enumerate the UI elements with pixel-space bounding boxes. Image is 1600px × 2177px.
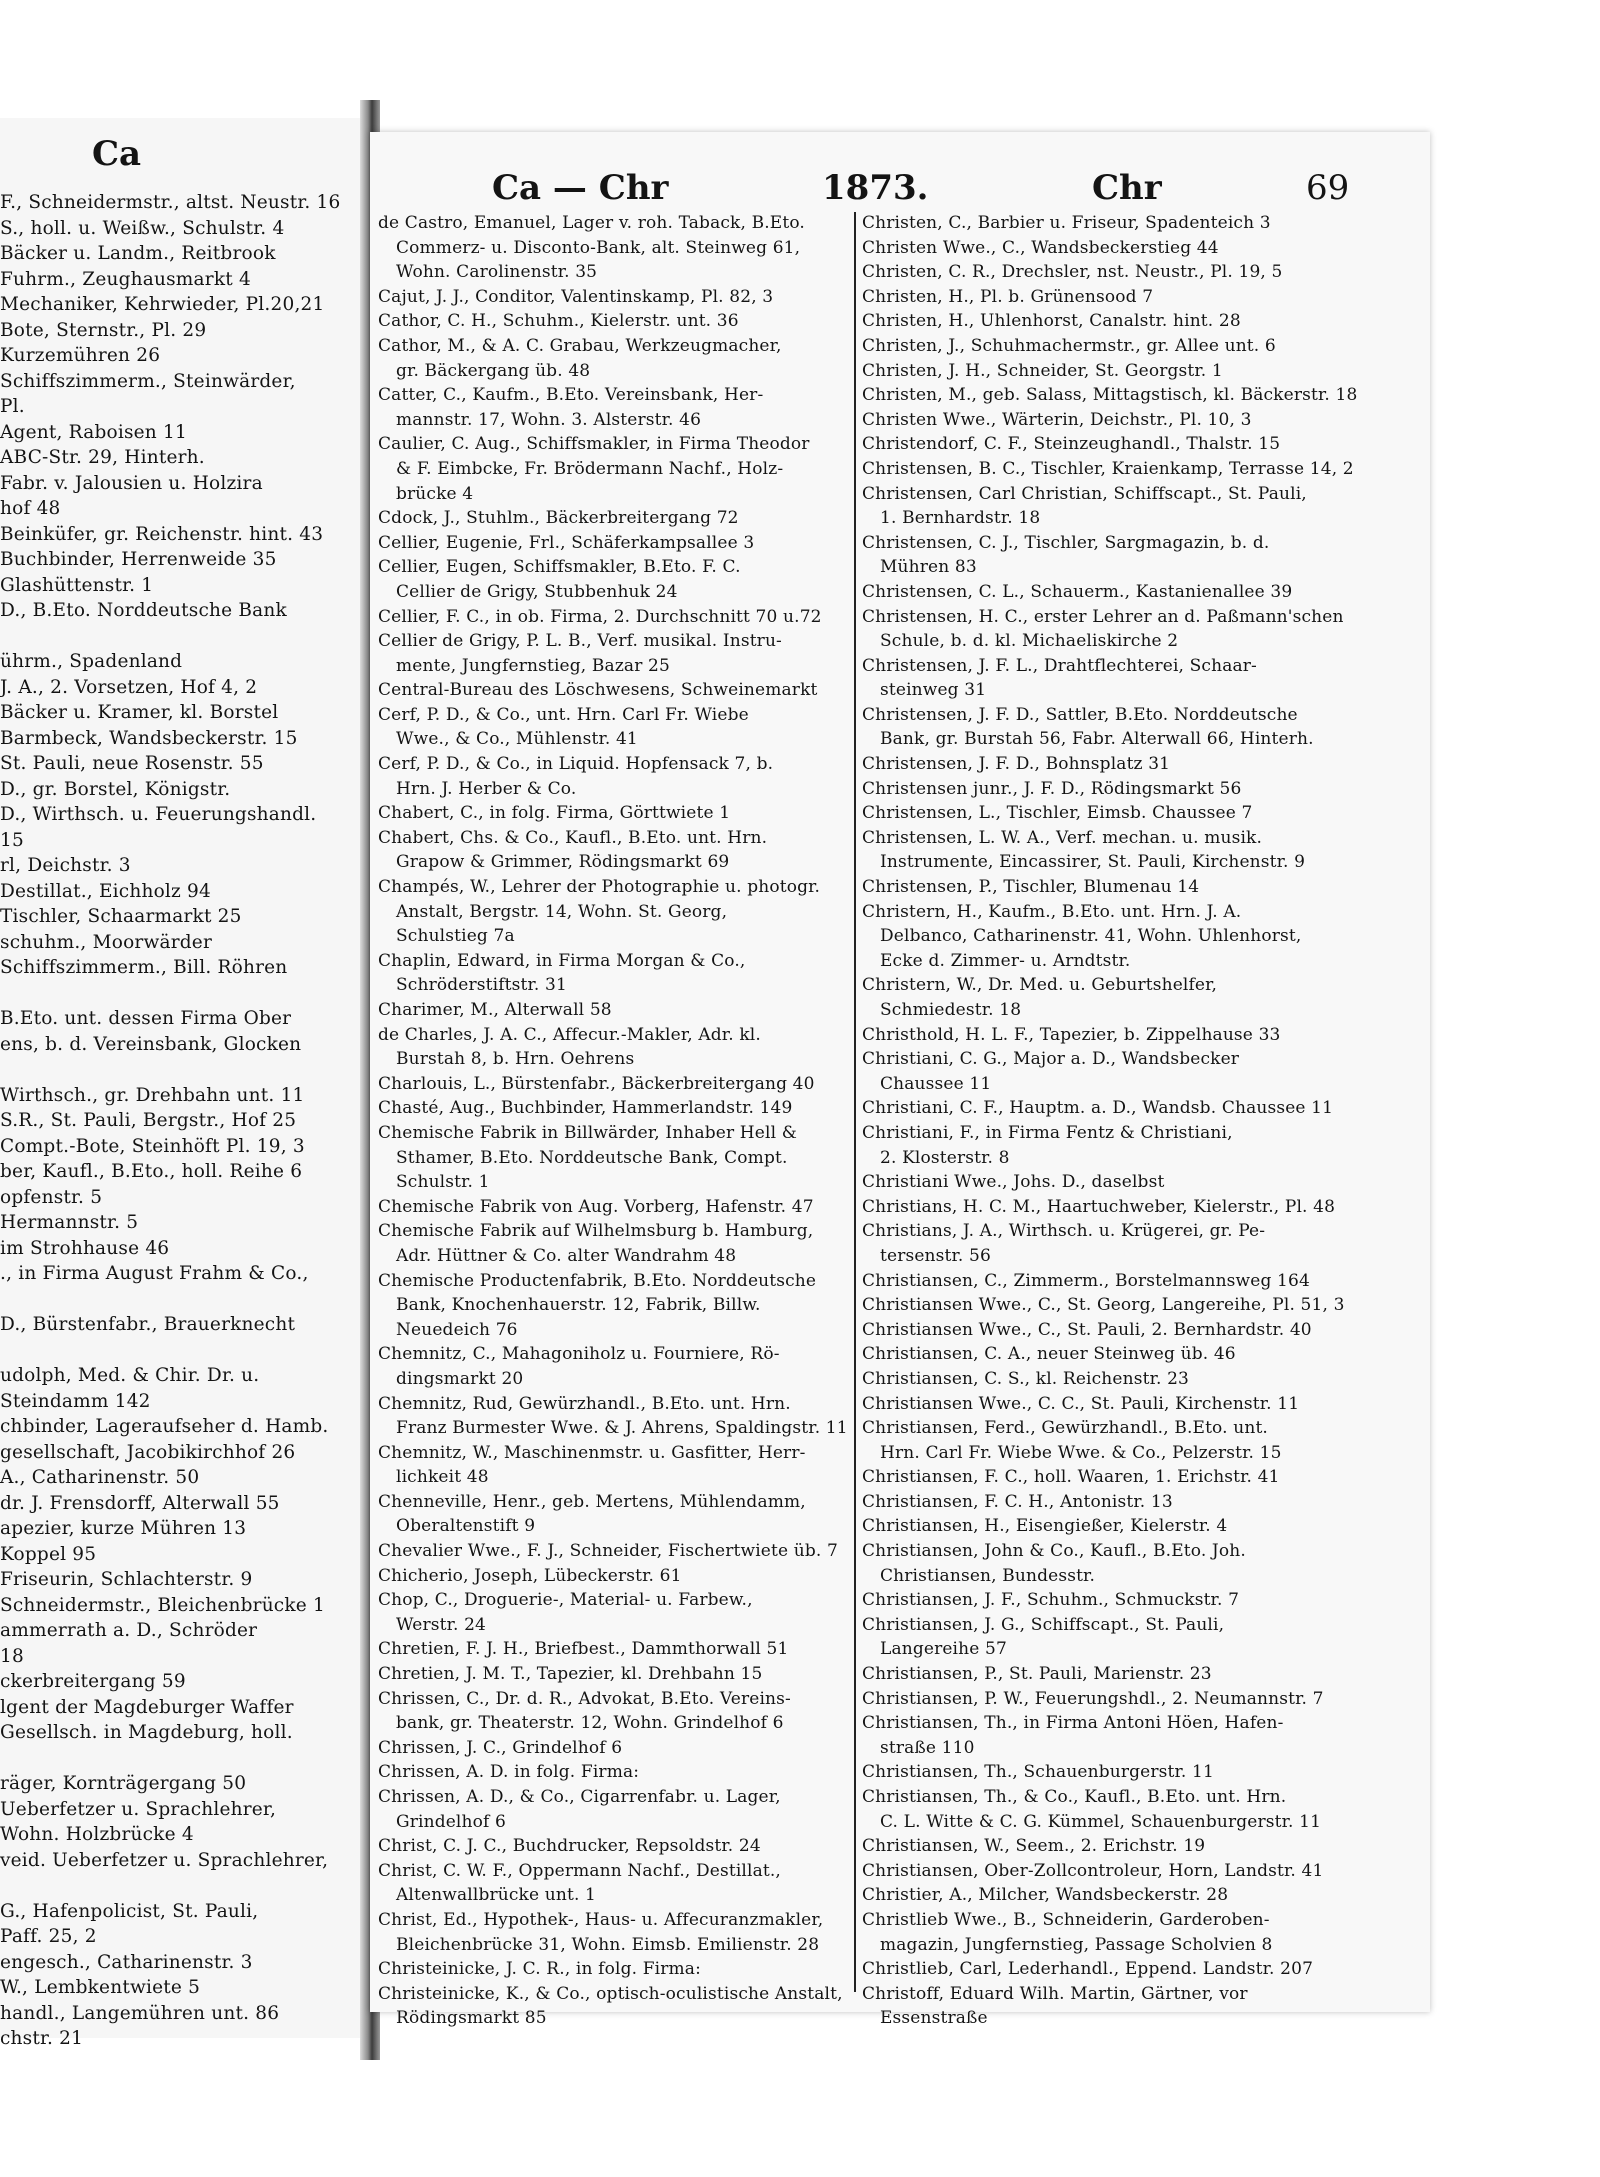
- directory-entry-line: Christensen, B. C., Tischler, Kraienkamp, Terrasse 14, 2: [862, 458, 1354, 479]
- directory-entry-line: Christiansen, C., Zimmerm., Borstelmannsweg 164: [862, 1270, 1310, 1291]
- directory-entry-line: Chemnitz, Rud, Gewürzhandl., B.Eto. unt. Hrn.: [378, 1393, 791, 1414]
- left-fragment-line: Barmbeck, Wandsbeckerstr. 15: [0, 727, 298, 749]
- left-fragment-line: Gesellsch. in Magdeburg, holl.: [0, 1722, 293, 1743]
- left-fragment-line: S., holl. u. Weißw., Schulstr. 4: [0, 217, 285, 239]
- column-left: [378, 211, 860, 2031]
- directory-entry-line: Schmiedestr. 18: [880, 1000, 1022, 1020]
- directory-entry-line: Delbanco, Catharinenstr. 41, Wohn. Uhlenhorst,: [880, 926, 1302, 947]
- left-fragment-line: Schneidermstr., Bleichenbrücke 1: [0, 1594, 325, 1616]
- left-fragment-line: udolph, Med. & Chir. Dr. u.: [0, 1365, 260, 1386]
- directory-entry-line: Christensen, C. J., Tischler, Sargmagazin, b. d.: [862, 532, 1270, 553]
- directory-entry-line: Christensen, J. F. D., Bohnsplatz 31: [862, 754, 1171, 775]
- directory-entry-line: Christen, J., Schuhmachermstr., gr. Allee unt. 6: [862, 335, 1276, 356]
- directory-entry-line: Christen, M., geb. Salass, Mittagstisch, kl. Bäckerstr. 18: [862, 385, 1358, 406]
- directory-entry-line: mannstr. 17, Wohn. 3. Alsterstr. 46: [396, 409, 702, 430]
- header-section: Chr: [1092, 168, 1162, 208]
- directory-entry-line: Christensen, Carl Christian, Schiffscapt., St. Pauli,: [862, 483, 1307, 504]
- directory-entry-line: Christiansen, John & Co., Kaufl., B.Eto. Joh.: [862, 1541, 1246, 1562]
- directory-entry-line: Chevalier Wwe., F. J., Schneider, Fischertwiete üb. 7: [378, 1541, 838, 1562]
- left-fragment-line: ens, b. d. Vereinsbank, Glocken: [0, 1033, 302, 1055]
- left-fragment-line: 15: [0, 829, 24, 851]
- directory-entry-line: Commerz- u. Disconto-Bank, alt. Steinweg 61,: [396, 237, 801, 258]
- directory-entry-line: Adr. Hüttner & Co. alter Wandrahm 48: [396, 1245, 737, 1266]
- left-fragment-line: rl, Deichstr. 3: [0, 855, 131, 876]
- left-fragment-line: Hermannstr. 5: [0, 1212, 139, 1233]
- directory-entry-line: Christern, H., Kaufm., B.Eto. unt. Hrn. J. A.: [862, 901, 1242, 922]
- directory-entry-line: Chretien, F. J. H., Briefbest., Dammthorwall 51: [378, 1639, 789, 1660]
- directory-entry-line: Christensen junr., J. F. D., Rödingsmarkt 56: [862, 778, 1242, 799]
- directory-entry-line: Christiansen, F. C. H., Antonistr. 13: [862, 1491, 1173, 1512]
- left-fragment-line: handl., Langemühren unt. 86: [0, 2002, 280, 2024]
- directory-entry-line: Christiansen, Th., Schauenburgerstr. 11: [862, 1762, 1214, 1783]
- directory-entry-line: Christen Wwe., C., Wandsbeckerstieg 44: [862, 237, 1219, 258]
- directory-entry-line: Langereihe 57: [880, 1639, 1007, 1660]
- left-fragment-line: Mechaniker, Kehrwieder, Pl.20,21: [0, 294, 325, 315]
- left-fragment-line: Tischler, Schaarmarkt 25: [0, 906, 242, 927]
- left-fragment-line: F., Schneidermstr., altst. Neustr. 16: [0, 192, 341, 213]
- directory-entry-line: Christensen, J. F. D., Sattler, B.Eto. Norddeutsche: [862, 704, 1298, 725]
- left-fragment-line: ., in Firma August Frahm & Co.,: [0, 1263, 309, 1284]
- directory-entry-line: de Castro, Emanuel, Lager v. roh. Taback, B.Eto.: [378, 213, 805, 233]
- directory-entry-line: Hrn. J. Herber & Co.: [396, 778, 577, 799]
- left-fragment-line: Friseurin, Schlachterstr. 9: [0, 1569, 253, 1590]
- directory-entry-line: gr. Bäckergang üb. 48: [396, 360, 591, 381]
- directory-entry-line: Christeinicke, J. C. R., in folg. Firma:: [378, 1959, 701, 1980]
- directory-entry-line: Schulstr. 1: [396, 1172, 490, 1193]
- directory-entry-line: Cajut, J. J., Conditor, Valentinskamp, Pl. 82, 3: [378, 286, 774, 307]
- left-fragment-line: Schiffszimmerm., Bill. Röhren: [0, 957, 288, 978]
- left-fragment-line: hof 48: [0, 498, 61, 519]
- left-fragment-line: S.R., St. Pauli, Bergstr., Hof 25: [0, 1110, 297, 1131]
- entries-right: [862, 211, 1424, 2031]
- directory-entry-line: Charimer, M., Alterwall 58: [378, 1000, 612, 1020]
- left-fragment-line: Buchbinder, Herrenweide 35: [0, 549, 277, 570]
- left-fragment-line: [0, 1746, 368, 1772]
- directory-entry-line: Christiansen, Bundesstr.: [880, 1565, 1096, 1586]
- left-fragment-line: Beinküfer, gr. Reichenstr. hint. 43: [0, 523, 324, 545]
- left-fragment-line: D., B.Eto. Norddeutsche Bank: [0, 600, 287, 621]
- directory-entry-line: brücke 4: [396, 483, 474, 504]
- directory-entry-line: Cellier de Grigy, Stubbenhuk 24: [396, 581, 678, 602]
- directory-entry-line: Anstalt, Bergstr. 14, Wohn. St. Georg,: [396, 901, 728, 922]
- directory-entry-line: Christ, C. J. C., Buchdrucker, Repsoldstr. 24: [378, 1836, 761, 1857]
- directory-entry-line: Chasté, Aug., Buchbinder, Hammerlandstr. 149: [378, 1098, 793, 1119]
- directory-entry-line: Ecke d. Zimmer- u. Arndtstr.: [880, 950, 1131, 971]
- left-fragment-line: Wohn. Holzbrücke 4: [0, 1824, 194, 1845]
- left-fragment-line: ammerrath a. D., Schröder: [0, 1620, 258, 1641]
- directory-entry-line: Christensen, L. W. A., Verf. mechan. u. musik.: [862, 827, 1263, 848]
- left-fragment-line: im Strohhause 46: [0, 1237, 170, 1259]
- directory-entry-line: Catter, C., Kaufm., B.Eto. Vereinsbank, Her-: [378, 385, 764, 406]
- left-fragment-line: ABC-Str. 29, Hinterh.: [0, 447, 205, 468]
- left-fragment-line: [0, 981, 368, 1007]
- left-fragment-line: Agent, Raboisen 11: [0, 421, 187, 443]
- left-fragment-line: G., Hafenpolicist, St. Pauli,: [0, 1900, 259, 1922]
- directory-entry-line: Werstr. 24: [396, 1614, 487, 1635]
- directory-entry-line: Chemische Fabrik auf Wilhelmsburg b. Hamburg,: [378, 1221, 814, 1242]
- directory-entry-line: Christians, H. C. M., Haartuchweber, Kielerstr., Pl. 48: [862, 1196, 1336, 1217]
- left-fragment-line: Compt.-Bote, Steinhöft Pl. 19, 3: [0, 1135, 305, 1157]
- directory-entry-line: steinweg 31: [880, 680, 987, 701]
- directory-entry-line: Christiansen, Th., in Firma Antoni Höen, Hafen-: [862, 1713, 1284, 1734]
- left-fragment-line: Kurzemühren 26: [0, 345, 161, 366]
- directory-entry-line: dingsmarkt 20: [396, 1368, 524, 1389]
- directory-entry-line: Chrissen, J. C., Grindelhof 6: [378, 1737, 623, 1758]
- directory-entry-line: Schröderstiftstr. 31: [396, 975, 567, 996]
- directory-entry-line: Christ, C. W. F., Oppermann Nachf., Destillat.,: [378, 1860, 781, 1881]
- directory-entry-line: Chenneville, Henr., geb. Mertens, Mühlendamm,: [378, 1491, 806, 1512]
- directory-entry-line: Essenstraße: [880, 2008, 988, 2029]
- directory-entry-line: Chaplin, Edward, in Firma Morgan & Co.,: [378, 950, 746, 971]
- page-number: 69: [1306, 168, 1350, 208]
- left-fragment-line: chbinder, Lageraufseher d. Hamb.: [0, 1416, 329, 1437]
- directory-entry-line: Chabert, Chs. & Co., Kaufl., B.Eto. unt. Hrn.: [378, 827, 768, 848]
- left-fragment-line: Paff. 25, 2: [0, 1926, 97, 1947]
- header-year: 1873.: [822, 168, 929, 208]
- directory-entry-line: Christlieb Wwe., B., Schneiderin, Garderoben-: [862, 1909, 1270, 1930]
- directory-entry-line: Christ, Ed., Hypothek-, Haus- u. Affecuranzmakler,: [378, 1909, 824, 1930]
- left-fragment-line: St. Pauli, neue Rosenstr. 55: [0, 753, 264, 774]
- left-fragment-line: Steindamm 142: [0, 1390, 151, 1412]
- directory-entry-line: Christiansen, J. F., Schuhm., Schmuckstr. 7: [862, 1590, 1240, 1611]
- directory-entry-line: Christeinicke, K., & Co., optisch-oculistische Anstalt,: [378, 1983, 843, 2004]
- left-fragment-line: Wirthsch., gr. Drehbahn unt. 11: [0, 1084, 305, 1106]
- left-page-header: Ca: [92, 134, 142, 174]
- left-fragment-line: B.Eto. unt. dessen Firma Ober: [0, 1008, 292, 1029]
- left-page-lines: [0, 190, 368, 2052]
- left-fragment-line: W., Lembkentwiete 5: [0, 1977, 201, 1998]
- directory-entry-line: Christen, C., Barbier u. Friseur, Spadenteich 3: [862, 213, 1271, 233]
- directory-entry-line: Cellier, Eugenie, Frl., Schäferkampsallee 3: [378, 532, 755, 553]
- directory-entry-line: straße 110: [880, 1737, 975, 1758]
- directory-entry-line: Christensen, L., Tischler, Eimsb. Chaussee 7: [862, 803, 1253, 824]
- directory-entry-line: Franz Burmester Wwe. & J. Ahrens, Spaldingstr. 11: [396, 1418, 848, 1439]
- directory-entry-line: Christen, C. R., Drechsler, nst. Neustr., Pl. 19, 5: [862, 262, 1283, 283]
- directory-entry-line: Cathor, C. H., Schuhm., Kielerstr. unt. 36: [378, 311, 739, 332]
- left-fragment-line: Pl.: [0, 396, 25, 417]
- column-right: [862, 211, 1424, 2031]
- directory-entry-line: Bank, gr. Burstah 56, Fabr. Alterwall 66, Hinterh.: [880, 729, 1314, 750]
- directory-entry-line: Cerf, P. D., & Co., unt. Hrn. Carl Fr. Wiebe: [378, 704, 749, 725]
- left-fragment-line: apezier, kurze Mühren 13: [0, 1518, 247, 1539]
- left-fragment-line: D., gr. Borstel, Königstr.: [0, 778, 231, 800]
- directory-entry-line: magazin, Jungfernstieg, Passage Scholvien 8: [880, 1934, 1273, 1955]
- directory-entry-line: Schule, b. d. kl. Michaeliskirche 2: [880, 631, 1179, 652]
- left-fragment-line: veid. Ueberfetzer u. Sprachlehrer,: [0, 1849, 329, 1871]
- directory-entry-line: Christiansen, C. S., kl. Reichenstr. 23: [862, 1368, 1190, 1389]
- left-fragment-line: Fabr. v. Jalousien u. Holzira: [0, 472, 263, 494]
- left-fragment-line: 18: [0, 1645, 24, 1667]
- left-fragment-line: [0, 1873, 368, 1899]
- directory-entry-line: Christiani, C. G., Major a. D., Wandsbecker: [862, 1049, 1240, 1070]
- directory-entry-line: Christiani, C. F., Hauptm. a. D., Wandsb. Chaussee 11: [862, 1098, 1334, 1119]
- directory-entry-line: Christiani Wwe., Johs. D., daselbst: [862, 1172, 1165, 1193]
- left-fragment-line: A., Catharinenstr. 50: [0, 1467, 200, 1488]
- directory-entry-line: Christiansen Wwe., C., St. Georg, Langereihe, Pl. 51, 3: [862, 1295, 1345, 1316]
- directory-entry-line: Christhold, H. L. F., Tapezier, b. Zippelhause 33: [862, 1024, 1281, 1045]
- directory-entry-line: C. L. Witte & C. G. Kümmel, Schauenburgerstr. 11: [880, 1811, 1322, 1832]
- left-fragment-line: Schiffszimmerm., Steinwärder,: [0, 370, 296, 392]
- directory-entry-line: Chaussee 11: [880, 1073, 992, 1094]
- directory-entry-line: Chemnitz, C., Mahagoniholz u. Fourniere, Rö-: [378, 1344, 780, 1365]
- left-fragment-line: Glashüttenstr. 1: [0, 574, 154, 596]
- directory-entry-line: Christiansen, J. G., Schiffscapt., St. Pauli,: [862, 1614, 1225, 1635]
- directory-entry-line: Altenwallbrücke unt. 1: [396, 1885, 597, 1906]
- directory-entry-line: Cellier, F. C., in ob. Firma, 2. Durchschnitt 70 u.72: [378, 606, 822, 627]
- directory-entry-line: Christians, J. A., Wirthsch. u. Krügerei, gr. Pe-: [862, 1221, 1266, 1242]
- directory-entry-line: Christendorf, C. F., Steinzeughandl., Thalstr. 15: [862, 434, 1281, 455]
- left-fragment-line: lgent der Magdeburger Waffer: [0, 1696, 294, 1718]
- left-fragment-line: räger, Kornträgergang 50: [0, 1773, 247, 1794]
- directory-entry-line: Neuedeich 76: [396, 1319, 518, 1340]
- directory-entry-line: bank, gr. Theaterstr. 12, Wohn. Grindelhof 6: [396, 1713, 784, 1734]
- directory-entry-line: Bank, Knochenhauerstr. 12, Fabrik, Billw.: [396, 1295, 761, 1316]
- directory-entry-line: Cdock, J., Stuhlm., Bäckerbreitergang 72: [378, 508, 739, 529]
- directory-entry-line: Christier, A., Milcher, Wandsbeckerstr. 28: [862, 1885, 1229, 1906]
- right-page: [370, 132, 1430, 2029]
- directory-entry-line: Instrumente, Eincassirer, St. Pauli, Kirchenstr. 9: [880, 852, 1306, 873]
- left-fragment-line: Bote, Sternstr., Pl. 29: [0, 319, 207, 341]
- directory-entry-line: Christlieb, Carl, Lederhandl., Eppend. Landstr. 207: [862, 1959, 1314, 1980]
- left-fragment-line: ber, Kaufl., B.Eto., holl. Reihe 6: [0, 1161, 303, 1182]
- left-fragment-line: J. A., 2. Vorsetzen, Hof 4, 2: [0, 676, 258, 698]
- directory-entry-line: Christensen, H. C., erster Lehrer an d. Paßmann'schen: [862, 606, 1344, 627]
- directory-entry-line: Mühren 83: [880, 557, 977, 578]
- directory-entry-line: Christoff, Eduard Wilh. Martin, Gärtner, vor: [862, 1983, 1248, 2004]
- directory-entry-line: Bleichenbrücke 31, Wohn. Eimsb. Emilienstr. 28: [396, 1934, 820, 1955]
- left-fragment-line: Ueberfetzer u. Sprachlehrer,: [0, 1798, 277, 1820]
- directory-entry-line: 1. Bernhardstr. 18: [880, 508, 1041, 529]
- directory-entry-line: Grapow & Grimmer, Rödingsmarkt 69: [396, 852, 730, 873]
- directory-entry-line: Christiansen, C. A., neuer Steinweg üb. 46: [862, 1344, 1236, 1365]
- directory-entry-line: Chemische Fabrik von Aug. Vorberg, Hafenstr. 47: [378, 1196, 814, 1217]
- directory-entry-line: Christiansen, Th., & Co., Kaufl., B.Eto. unt. Hrn.: [862, 1787, 1287, 1807]
- directory-entry-line: Christiansen, P., St. Pauli, Marienstr. 23: [862, 1664, 1212, 1685]
- left-fragment-line: gesellschaft, Jacobikirchhof 26: [0, 1441, 296, 1463]
- directory-entry-line: Schulstieg 7a: [396, 926, 515, 947]
- left-fragment-line: chstr. 21: [0, 2028, 84, 2049]
- directory-entry-line: Chrissen, C., Dr. d. R., Advokat, B.Eto. Vereins-: [378, 1688, 791, 1709]
- directory-entry-line: Chicherio, Joseph, Lübeckerstr. 61: [378, 1565, 682, 1586]
- directory-entry-line: Chemische Fabrik in Billwärder, Inhaber Hell &: [378, 1122, 797, 1143]
- directory-entry-line: Chretien, J. M. T., Tapezier, kl. Drehbahn 15: [378, 1664, 763, 1685]
- entries-left: [378, 211, 860, 2031]
- directory-entry-line: Christiansen Wwe., C. C., St. Pauli, Kirchenstr. 11: [862, 1393, 1300, 1414]
- directory-entry-line: Chrissen, A. D., & Co., Cigarrenfabr. u. Lager,: [378, 1787, 781, 1807]
- directory-entry-line: Christensen, P., Tischler, Blumenau 14: [862, 877, 1200, 898]
- directory-entry-line: Chrissen, A. D. in folg. Firma:: [378, 1762, 640, 1783]
- directory-entry-line: Cathor, M., & A. C. Grabau, Werkzeugmacher,: [378, 335, 782, 356]
- directory-entry-line: Christiansen, W., Seem., 2. Erichstr. 19: [862, 1836, 1206, 1857]
- directory-entry-line: Chop, C., Droguerie-, Material- u. Farbew.,: [378, 1590, 753, 1611]
- left-fragment-line: Koppel 95: [0, 1543, 97, 1565]
- left-fragment-line: [0, 1057, 368, 1083]
- directory-entry-line: lichkeit 48: [396, 1467, 489, 1488]
- directory-entry-line: Christensen, J. F. L., Drahtflechterei, Schaar-: [862, 655, 1257, 676]
- left-fragment-line: ührm., Spadenland: [0, 651, 183, 672]
- directory-entry-line: Christiansen, P. W., Feuerungshdl., 2. Neumannstr. 7: [862, 1688, 1324, 1709]
- directory-entry-line: Chemische Productenfabrik, B.Eto. Norddeutsche: [378, 1270, 817, 1291]
- left-fragment-line: opfenstr. 5: [0, 1186, 103, 1208]
- left-page-fragment: [0, 118, 368, 2049]
- directory-entry-line: Christiansen Wwe., C., St. Pauli, 2. Bernhardstr. 40: [862, 1319, 1312, 1340]
- directory-entry-line: Christiansen, F. C., holl. Waaren, 1. Erichstr. 41: [862, 1467, 1280, 1488]
- directory-entry-line: Chemnitz, W., Maschinenmstr. u. Gasfitter, Herr-: [378, 1442, 806, 1463]
- left-fragment-line: [0, 1287, 368, 1313]
- directory-entry-line: Hrn. Carl Fr. Wiebe Wwe. & Co., Pelzerstr. 15: [880, 1442, 1282, 1463]
- directory-entry-line: Caulier, C. Aug., Schiffsmakler, in Firma Theodor: [378, 434, 810, 455]
- left-fragment-line: schuhm., Moorwärder: [0, 931, 212, 953]
- directory-entry-line: mente, Jungfernstieg, Bazar 25: [396, 655, 670, 676]
- directory-entry-line: Wwe., & Co., Mühlenstr. 41: [396, 729, 638, 750]
- directory-entry-line: Christiani, F., in Firma Fentz & Christiani,: [862, 1122, 1233, 1143]
- left-fragment-line: dr. J. Frensdorff, Alterwall 55: [0, 1492, 280, 1514]
- directory-entry-line: Cellier, Eugen, Schiffsmakler, B.Eto. F. C.: [378, 557, 741, 578]
- directory-entry-line: Christensen, C. L., Schauerm., Kastanienallee 39: [862, 581, 1293, 602]
- directory-entry-line: Burstah 8, b. Hrn. Oehrens: [396, 1049, 635, 1070]
- left-fragment-line: D., Wirthsch. u. Feuerungshandl.: [0, 804, 317, 825]
- directory-entry-line: Christen Wwe., Wärterin, Deichstr., Pl. 10, 3: [862, 409, 1252, 430]
- directory-entry-line: tersenstr. 56: [880, 1245, 991, 1266]
- directory-entry-line: Christen, H., Uhlenhorst, Canalstr. hint. 28: [862, 311, 1241, 332]
- directory-entry-line: Christiansen, Ferd., Gewürzhandl., B.Eto. unt.: [862, 1418, 1268, 1439]
- directory-entry-line: & F. Eimbcke, Fr. Brödermann Nachf., Holz-: [396, 458, 784, 479]
- left-fragment-line: Fuhrm., Zeughausmarkt 4: [0, 268, 251, 290]
- header-range: Ca — Chr: [492, 168, 669, 208]
- left-fragment-line: [0, 1338, 368, 1364]
- directory-entry-line: Charlouis, L., Bürstenfabr., Bäckerbreitergang 40: [378, 1073, 815, 1094]
- directory-entry-line: Christern, W., Dr. Med. u. Geburtshelfer,: [862, 975, 1218, 996]
- directory-entry-line: Wohn. Carolinenstr. 35: [396, 262, 598, 283]
- directory-entry-line: Central-Bureau des Löschwesens, Schweinemarkt: [378, 680, 818, 701]
- directory-entry-line: Cellier de Grigy, P. L. B., Verf. musikal. Instru-: [378, 631, 782, 652]
- directory-entry-line: Christiansen, H., Eisengießer, Kielerstr. 4: [862, 1516, 1228, 1537]
- directory-entry-line: Champés, W., Lehrer der Photographie u. photogr.: [378, 877, 821, 898]
- left-fragment-line: D., Bürstenfabr., Brauerknecht: [0, 1314, 296, 1335]
- directory-entry-line: Rödingsmarkt 85: [396, 2008, 547, 2029]
- left-fragment-line: Destillat., Eichholz 94: [0, 880, 211, 902]
- directory-entry-line: Cerf, P. D., & Co., in Liquid. Hopfensack 7, b.: [378, 754, 774, 775]
- left-fragment-line: Bäcker u. Landm., Reitbrook: [0, 243, 276, 264]
- directory-entry-line: Christiansen, Ober-Zollcontroleur, Horn, Landstr. 41: [862, 1860, 1324, 1881]
- left-fragment-line: ckerbreitergang 59: [0, 1671, 186, 1692]
- left-fragment-line: Bäcker u. Kramer, kl. Borstel: [0, 702, 279, 723]
- directory-entry-line: Christen, J. H., Schneider, St. Georgstr. 1: [862, 360, 1223, 381]
- directory-entry-line: Oberaltenstift 9: [396, 1516, 536, 1537]
- directory-entry-line: Christen, H., Pl. b. Grünensood 7: [862, 286, 1154, 307]
- directory-entry-line: de Charles, J. A. C., Affecur.-Makler, Adr. kl.: [378, 1024, 761, 1045]
- directory-entry-line: Grindelhof 6: [396, 1811, 506, 1832]
- directory-entry-line: Sthamer, B.Eto. Norddeutsche Bank, Compt.: [396, 1147, 788, 1168]
- left-fragment-line: [0, 624, 368, 650]
- directory-entry-line: Chabert, C., in folg. Firma, Görttwiete 1: [378, 803, 731, 824]
- directory-entry-line: 2. Klosterstr. 8: [880, 1147, 1010, 1168]
- left-fragment-line: engesch., Catharinenstr. 3: [0, 1951, 253, 1973]
